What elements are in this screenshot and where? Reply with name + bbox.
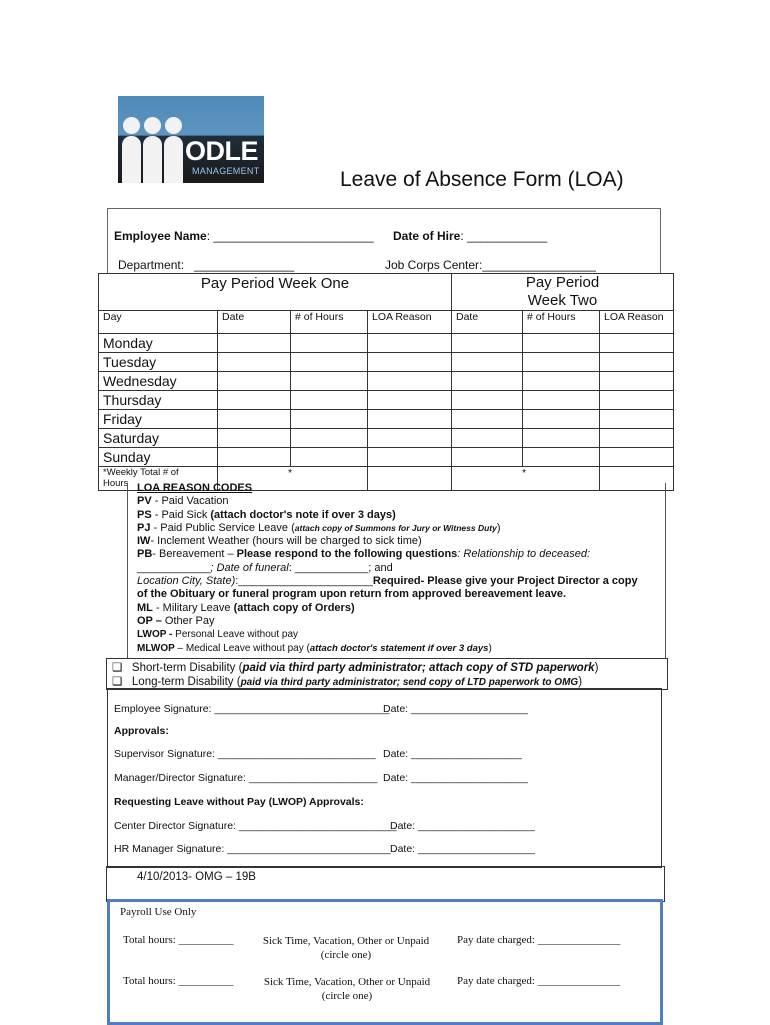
day-label: Wednesday	[99, 372, 218, 391]
reason-cell[interactable]	[600, 353, 674, 372]
code-pb-relationship: : Relationship to deceased:	[457, 548, 590, 561]
code-pj-note: attach copy of Summons for Jury or Witness Duty	[294, 522, 497, 533]
code-pb	[137, 548, 672, 561]
job-corps-row	[385, 258, 596, 272]
reason-cell[interactable]	[600, 372, 674, 391]
code-ml	[137, 602, 672, 615]
date-cell[interactable]	[452, 353, 523, 372]
approvals-label: Approvals	[114, 725, 166, 737]
total-star: *	[522, 467, 527, 479]
person-icon	[123, 117, 140, 134]
code-pb-line2	[137, 562, 672, 575]
hr-manager-signature-field[interactable]: HR Manager Signature: ____________________________	[114, 843, 391, 855]
date-cell[interactable]	[452, 410, 523, 429]
reason-cell[interactable]	[600, 410, 674, 429]
table-row	[99, 448, 674, 467]
code-pj-end: )	[496, 521, 501, 534]
person-body	[143, 136, 162, 183]
payroll-pay-date-2[interactable]: Pay date charged: _______________	[457, 975, 621, 987]
date-cell[interactable]	[218, 429, 291, 448]
hours-cell[interactable]	[523, 353, 600, 372]
date-cell[interactable]	[452, 448, 523, 467]
hours-cell[interactable]	[523, 334, 600, 353]
code-mlwop-text: – Medical Leave without pay (	[174, 642, 310, 654]
reason-cell[interactable]	[600, 334, 674, 353]
lwop-approvals-heading: Requesting Leave without Pay (LWOP) Approvals:	[114, 796, 364, 808]
day-label: Sunday	[99, 448, 218, 467]
week-two-header	[452, 274, 674, 311]
pb-obituary-note: of the Obituary or funeral program upon return from approved bereavement leave.	[137, 588, 567, 601]
date-of-hire-row	[393, 229, 547, 243]
week-one-header	[99, 274, 452, 311]
day-label: Saturday	[99, 429, 218, 448]
std-note: paid via third party administrator; attach copy of STD paperwork	[242, 662, 595, 674]
code-pb-bold: Please respond to the following questions	[236, 548, 458, 561]
payroll-title: Payroll Use Only	[120, 906, 197, 918]
hours-cell[interactable]	[291, 372, 368, 391]
day-label: Tuesday	[99, 353, 218, 372]
code-pb-text: - Bereavement –	[152, 548, 237, 561]
manager-signature-field[interactable]: Manager/Director Signature: ______________________	[114, 772, 378, 784]
pb-relationship-field[interactable]: ____________	[137, 561, 211, 574]
manager-date-field[interactable]: Date: ____________________	[383, 772, 528, 784]
person-body	[122, 136, 141, 183]
employee-name-field[interactable]: : ________________________	[206, 229, 374, 243]
col-header-day: Day	[99, 311, 218, 334]
code-pj	[137, 522, 672, 535]
reason-cell[interactable]	[368, 429, 452, 448]
payroll-leave-type-1[interactable]	[257, 934, 435, 962]
page-title: Leave of Absence Form (LOA)	[340, 168, 624, 191]
weekly-total-line1: *Weekly Total # of	[103, 467, 179, 478]
reason-cell[interactable]	[368, 410, 452, 429]
col-header-hours-2: # of Hours	[523, 311, 600, 334]
reason-cell[interactable]	[600, 429, 674, 448]
pb-location-label: Location City, State)	[137, 575, 236, 588]
checkbox-icon[interactable]: ❑	[112, 676, 123, 688]
supervisor-date-field[interactable]: Date: ___________________	[383, 748, 522, 760]
code-lwop-key: LWOP -	[137, 629, 173, 641]
col-header-date-2: Date	[452, 311, 523, 334]
payroll-total-hours-1[interactable]: Total hours: __________	[123, 934, 234, 946]
employee-signature-field[interactable]: Employee Signature: ______________________________	[114, 703, 390, 715]
person-icon	[165, 117, 182, 134]
day-label: Monday	[99, 334, 218, 353]
date-of-hire-label: Date of Hire	[393, 229, 461, 243]
code-op-key: OP –	[137, 614, 162, 627]
reason-cell[interactable]	[368, 334, 452, 353]
code-ml-text: - Military Leave	[152, 601, 234, 614]
job-corps-field[interactable]: _________________	[482, 258, 596, 272]
table-row	[99, 410, 674, 429]
date-cell[interactable]	[218, 372, 291, 391]
code-ml-key: ML	[137, 601, 153, 614]
department-label: Department:	[118, 258, 185, 272]
logo-subtitle: MANAGEMENT	[192, 166, 260, 176]
payroll-options: Sick Time, Vacation, Other or Unpaid	[263, 976, 431, 988]
code-iw-key: IW	[137, 535, 151, 548]
employee-name-row	[114, 229, 374, 243]
short-term-disability-option[interactable]	[112, 660, 598, 674]
checkbox-icon[interactable]: ❑	[112, 662, 123, 674]
code-mlwop-key: MLWOP	[137, 642, 175, 654]
table-row	[99, 353, 674, 372]
col-header-reason-2: LOA Reason	[600, 311, 674, 334]
week-one-title: Pay Period Week One	[200, 275, 350, 292]
code-op	[137, 615, 672, 628]
hours-cell[interactable]	[291, 334, 368, 353]
code-pb-line3	[137, 575, 672, 588]
supervisor-signature-field[interactable]: Supervisor Signature: ___________________________	[114, 748, 376, 760]
std-label: Short-term Disability (	[131, 662, 243, 674]
week-two-title-1: Pay Period	[525, 274, 600, 291]
day-label: Friday	[99, 410, 218, 429]
payroll-circle-one: (circle one)	[321, 990, 373, 1002]
ltd-note: paid via third party administrator; send copy of LTD paperwork to OMG	[240, 677, 579, 688]
date-cell[interactable]	[452, 391, 523, 410]
code-mlwop	[137, 642, 672, 655]
odle-logo	[118, 96, 264, 183]
hours-table	[98, 273, 674, 491]
table-row	[99, 334, 674, 353]
form-code: 4/10/2013- OMG – 19B	[137, 871, 256, 883]
code-pb-key: PB	[137, 548, 153, 561]
department-row	[118, 258, 294, 272]
col-header-hours: # of Hours	[291, 311, 368, 334]
payroll-circle-one: (circle one)	[320, 949, 372, 961]
pb-funeral-field[interactable]: : ____________; and	[288, 561, 393, 574]
reason-cell[interactable]	[368, 353, 452, 372]
reason-cell[interactable]	[600, 391, 674, 410]
code-pv-text: - Paid Vacation	[151, 495, 229, 508]
payroll-total-hours-2[interactable]: Total hours: __________	[123, 975, 234, 987]
employee-date-field[interactable]: Date: ____________________	[383, 703, 528, 715]
date-cell[interactable]	[218, 410, 291, 429]
employee-name-label: Employee Name	[114, 229, 207, 243]
hours-cell[interactable]	[291, 429, 368, 448]
hours-cell[interactable]	[291, 448, 368, 467]
code-lwop	[137, 628, 672, 641]
std-end: )	[594, 662, 599, 674]
reason-cell[interactable]	[368, 391, 452, 410]
reason-cell[interactable]	[368, 372, 452, 391]
loa-reason-codes	[137, 482, 672, 655]
person-icon	[144, 117, 161, 134]
pb-location-field[interactable]: :______________________	[235, 575, 373, 588]
lwop-approvals-label: Requesting Leave without Pay (LWOP) Approvals	[114, 796, 361, 808]
payroll-pay-date-1[interactable]: Pay date charged: _______________	[457, 934, 621, 946]
code-mlwop-end: )	[488, 642, 492, 654]
code-iw	[137, 535, 672, 548]
day-label: Thursday	[99, 391, 218, 410]
logo-brand: ODLE	[185, 136, 259, 166]
reason-cell[interactable]	[368, 448, 452, 467]
code-pj-text: - Paid Public Service Leave (	[150, 521, 295, 534]
code-ml-note: (attach copy of Orders)	[233, 601, 355, 614]
payroll-leave-type-2[interactable]	[258, 975, 436, 1003]
pb-funeral-label: ; Date of funeral	[210, 561, 289, 574]
date-cell[interactable]	[452, 429, 523, 448]
date-cell[interactable]	[452, 334, 523, 353]
total-star: *	[288, 467, 293, 479]
hours-cell[interactable]	[291, 353, 368, 372]
code-iw-text: - Inclement Weather (hours will be charged to sick time)	[150, 535, 422, 548]
date-cell[interactable]	[218, 353, 291, 372]
ltd-label: Long-term Disability (	[131, 676, 241, 688]
table-row	[99, 391, 674, 410]
col-header-reason: LOA Reason	[368, 311, 452, 334]
table-row	[99, 372, 674, 391]
code-pj-key: PJ	[137, 521, 151, 534]
long-term-disability-option[interactable]	[112, 674, 582, 688]
ltd-end: )	[578, 676, 583, 688]
pb-required-note: Required- Please give your Project Director a copy	[372, 575, 638, 588]
hours-cell[interactable]	[523, 372, 600, 391]
code-pv	[137, 495, 672, 508]
center-director-date-field[interactable]: Date: ____________________	[390, 820, 535, 832]
department-field[interactable]: _______________	[194, 258, 295, 272]
code-op-text: Other Pay	[161, 614, 215, 627]
reason-cell[interactable]	[600, 448, 674, 467]
hours-cell[interactable]	[291, 391, 368, 410]
person-body	[164, 136, 183, 183]
code-mlwop-note: attach doctor's statement if over 3 days	[309, 642, 489, 654]
date-of-hire-field[interactable]: : ____________	[460, 229, 548, 243]
hours-cell[interactable]	[523, 429, 600, 448]
code-ps	[137, 509, 672, 522]
weekly-total-line2: Hours	[103, 478, 129, 489]
hours-cell[interactable]	[523, 391, 600, 410]
date-cell[interactable]	[218, 391, 291, 410]
center-director-signature-field[interactable]: Center Director Signature: ___________________________	[114, 820, 397, 832]
week-two-title-2: Week Two	[527, 292, 598, 309]
hours-cell[interactable]	[523, 410, 600, 429]
table-row	[99, 429, 674, 448]
hours-cell[interactable]	[291, 410, 368, 429]
code-ps-text: - Paid Sick	[151, 508, 211, 521]
hours-cell[interactable]	[523, 448, 600, 467]
payroll-options: Sick Time, Vacation, Other or Unpaid	[262, 935, 430, 947]
date-cell[interactable]	[218, 448, 291, 467]
job-corps-label: Job Corps Center:	[385, 258, 483, 272]
codes-heading: LOA REASON CODES	[137, 482, 253, 494]
code-lwop-text: Personal Leave without pay	[172, 629, 299, 641]
code-pv-key: PV	[137, 495, 152, 508]
date-cell[interactable]	[452, 372, 523, 391]
approvals-heading: Approvals:	[114, 725, 169, 737]
code-ps-key: PS	[137, 508, 152, 521]
hr-manager-date-field[interactable]: Date: ____________________	[390, 843, 535, 855]
col-header-date: Date	[218, 311, 291, 334]
code-ps-note: (attach doctor's note if over 3 days)	[210, 508, 396, 521]
date-cell[interactable]	[218, 334, 291, 353]
